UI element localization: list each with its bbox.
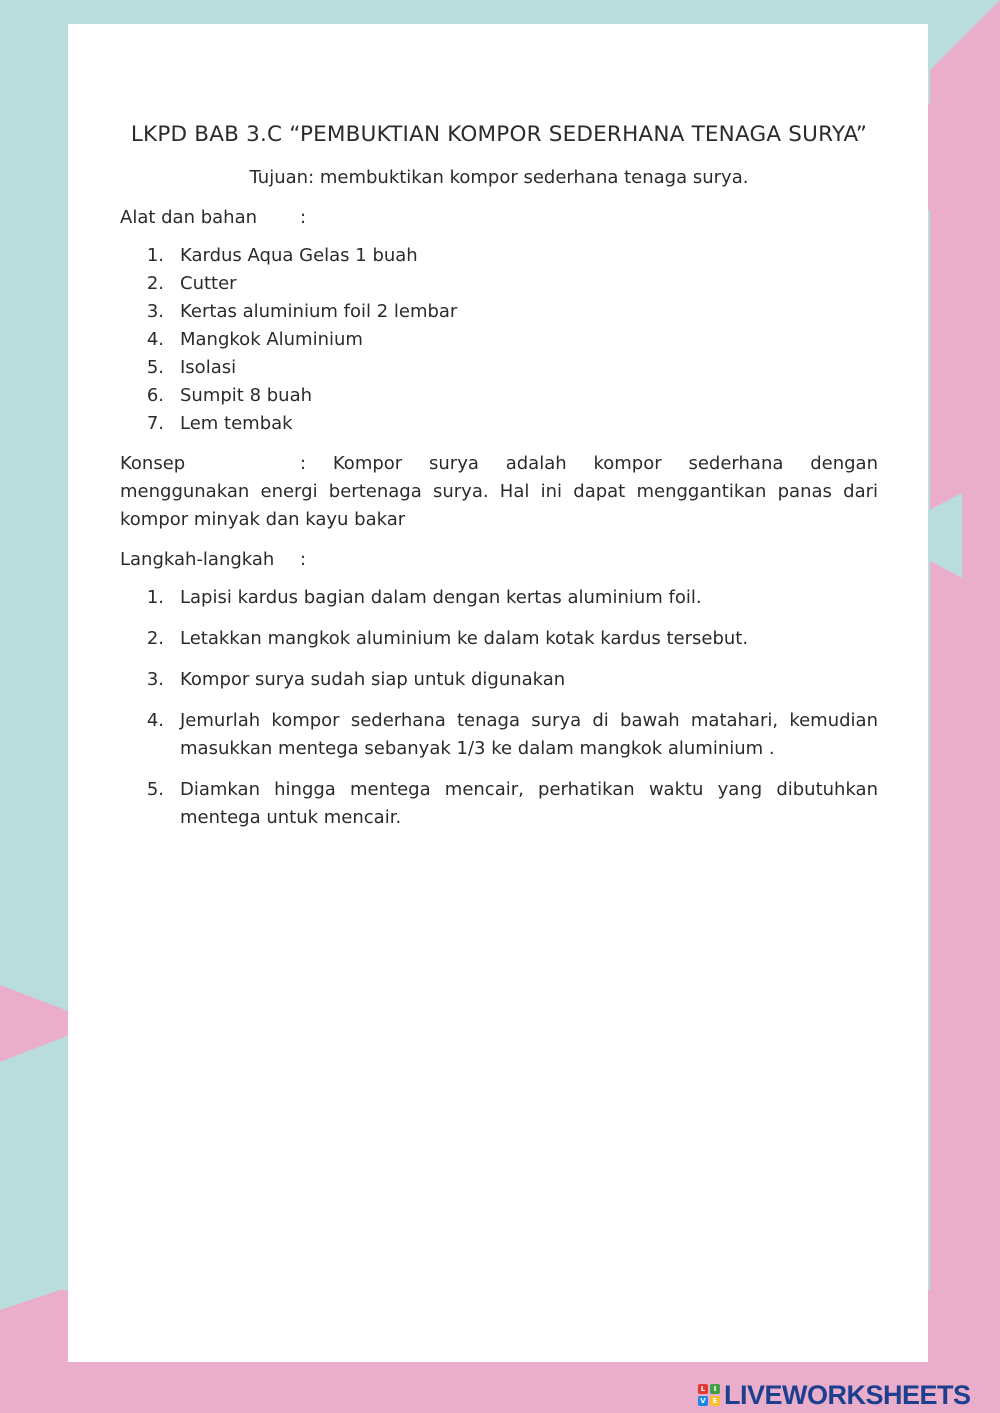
list-item: [120, 242, 878, 270]
list-item-text: Diamkan hingga mentega mencair, perhatikan waktu yang dibutuhkan mentega untuk mencair.: [180, 779, 878, 828]
list-item-text: Kertas aluminium foil 2 lembar: [180, 301, 458, 322]
worksheet-content: [120, 118, 878, 845]
steps-list: [120, 584, 878, 832]
list-item-text: Jemurlah kompor sederhana tenaga surya di bawah matahari, kemudian masukkan mentega sebanyak 1/3 ke dalam mangkok aluminium .: [180, 710, 878, 759]
list-item-text: Sumpit 8 buah: [180, 385, 313, 406]
steps-heading: [120, 546, 878, 574]
list-item-number: 1.: [146, 245, 164, 266]
materials-label: Alat dan bahan: [120, 207, 258, 228]
logo-text: LIVEWORKSHEETS: [724, 1379, 971, 1410]
list-item-text: Letakkan mangkok aluminium ke dalam kotak kardus tersebut.: [180, 628, 749, 649]
list-item-number: 3.: [146, 669, 164, 690]
list-item-number: 6.: [146, 385, 164, 406]
liveworksheets-logo: [698, 1380, 971, 1410]
list-item-text: Isolasi: [180, 357, 237, 378]
list-item-text: Kardus Aqua Gelas 1 buah: [180, 245, 418, 266]
materials-colon: :: [300, 207, 307, 228]
logo-letter-i: I: [710, 1384, 720, 1394]
list-item-text: Mangkok Aluminium: [180, 329, 363, 350]
list-item-number: 7.: [146, 413, 164, 434]
document-title: LKPD BAB 3.C “PEMBUKTIAN KOMPOR SEDERHANA TENAGA SURYA”: [130, 122, 868, 147]
list-item-number: 3.: [146, 301, 164, 322]
logo-icon: [698, 1384, 720, 1406]
goal-text: Tujuan: membuktikan kompor sederhana tenaga surya.: [249, 167, 749, 188]
concept-label: Konsep: [120, 453, 186, 474]
list-item-text: Kompor surya sudah siap untuk digunakan: [180, 669, 566, 690]
steps-colon: :: [300, 549, 307, 570]
list-item-text: Lem tembak: [180, 413, 293, 434]
materials-heading: [120, 204, 878, 232]
logo-letter-l: L: [698, 1384, 708, 1394]
list-item-number: 4.: [146, 710, 164, 731]
list-item-number: 2.: [146, 628, 164, 649]
list-item: [120, 326, 878, 354]
list-item-text: Lapisi kardus bagian dalam dengan kertas aluminium foil.: [180, 587, 702, 608]
list-item: [120, 410, 878, 438]
list-item-number: 5.: [146, 779, 164, 800]
logo-letter-v: V: [698, 1396, 708, 1406]
materials-list: [120, 242, 878, 438]
list-item: [120, 298, 878, 326]
steps-label: Langkah-langkah: [120, 549, 275, 570]
logo-letter-e: E: [710, 1396, 720, 1406]
concept-text: : Kompor surya adalah kompor sederhana dengan menggunakan energi bertenaga surya. Hal ini dapat menggantikan panas dari kompor minyak dan kayu bakar: [120, 453, 878, 530]
list-item: [120, 584, 878, 612]
list-item: [120, 666, 878, 694]
list-item: [120, 625, 878, 653]
list-item: [120, 776, 878, 832]
concept-paragraph: [120, 450, 878, 534]
list-item-number: 2.: [146, 273, 164, 294]
list-item-number: 5.: [146, 357, 164, 378]
list-item: [120, 382, 878, 410]
list-item: [120, 270, 878, 298]
list-item-number: 4.: [146, 329, 164, 350]
list-item: [120, 354, 878, 382]
list-item: [120, 707, 878, 763]
list-item-number: 1.: [146, 587, 164, 608]
list-item-text: Cutter: [180, 273, 237, 294]
